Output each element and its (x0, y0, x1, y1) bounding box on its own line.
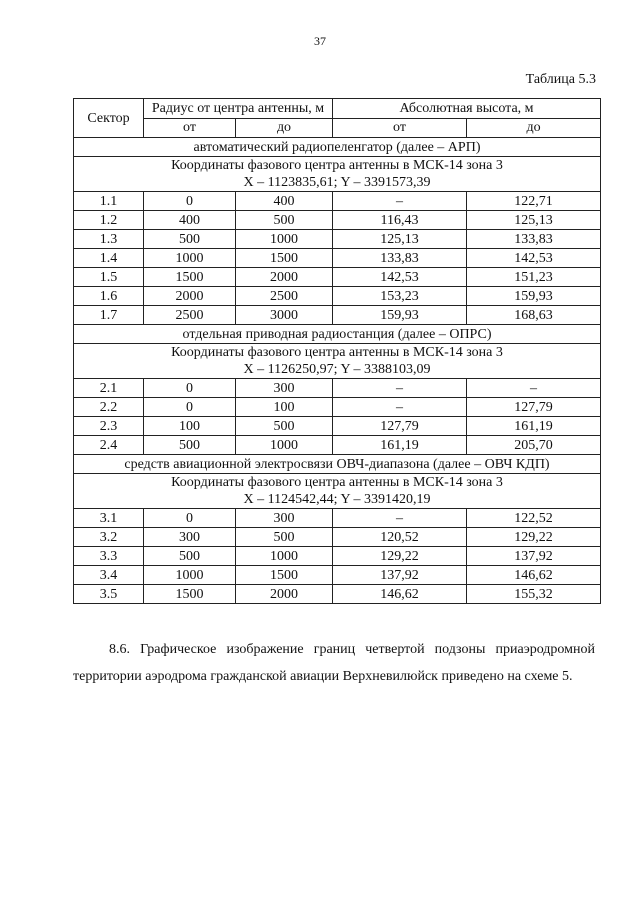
cell-height-from: 153,23 (333, 287, 467, 306)
cell-radius-from: 2000 (144, 287, 236, 306)
group-title-row (74, 325, 601, 344)
cell-radius-to: 300 (236, 379, 333, 398)
cell-sector: 3.2 (74, 528, 144, 547)
header-height: Абсолютная высота, м (333, 99, 601, 119)
cell-radius-from: 1500 (144, 268, 236, 287)
cell-radius-from: 0 (144, 192, 236, 211)
cell-sector: 1.7 (74, 306, 144, 325)
cell-radius-from: 500 (144, 230, 236, 249)
cell-height-to: 122,71 (467, 192, 601, 211)
table-row (74, 398, 601, 417)
cell-sector: 1.4 (74, 249, 144, 268)
cell-sector: 2.4 (74, 436, 144, 455)
cell-height-from: 146,62 (333, 585, 467, 604)
table-body (74, 138, 601, 604)
cell-sector: 3.4 (74, 566, 144, 585)
table-row (74, 230, 601, 249)
cell-sector: 3.1 (74, 509, 144, 528)
cell-height-to: 142,53 (467, 249, 601, 268)
group-title: средств авиационной электросвязи ОВЧ-диапазона (далее – ОВЧ КДП) (74, 455, 601, 474)
group-title-row (74, 455, 601, 474)
coordinates-caption: Координаты фазового центра антенны в МСК-14 зона 3 (171, 158, 503, 173)
cell-radius-from: 1000 (144, 566, 236, 585)
coordinates-caption: Координаты фазового центра антенны в МСК-14 зона 3 (171, 345, 503, 360)
cell-radius-to: 300 (236, 509, 333, 528)
cell-height-to: 168,63 (467, 306, 601, 325)
cell-sector: 2.2 (74, 398, 144, 417)
table-row (74, 509, 601, 528)
cell-radius-to: 500 (236, 528, 333, 547)
table-row (74, 306, 601, 325)
cell-radius-from: 0 (144, 398, 236, 417)
cell-height-to: 151,23 (467, 268, 601, 287)
cell-height-to: 205,70 (467, 436, 601, 455)
cell-radius-to: 100 (236, 398, 333, 417)
cell-sector: 1.2 (74, 211, 144, 230)
group-coordinates (74, 344, 601, 379)
cell-radius-to: 1500 (236, 566, 333, 585)
cell-height-to: 146,62 (467, 566, 601, 585)
group-coordinates (74, 474, 601, 509)
cell-height-to: 125,13 (467, 211, 601, 230)
cell-height-from: 129,22 (333, 547, 467, 566)
cell-height-to: 137,92 (467, 547, 601, 566)
table-row (74, 268, 601, 287)
cell-height-from: 133,83 (333, 249, 467, 268)
body-paragraph: 8.6. Графическое изображение границ четвертой подзоны приаэродромной территории аэродрома гражданской авиации Верхневилюйск приведено на схеме 5. (73, 642, 595, 684)
cell-radius-from: 1000 (144, 249, 236, 268)
table-caption: Таблица 5.3 (525, 72, 596, 87)
cell-radius-from: 300 (144, 528, 236, 547)
sector-height-table (73, 98, 601, 604)
group-title-row (74, 138, 601, 157)
group-coordinates-row (74, 474, 601, 509)
group-coordinates (74, 157, 601, 192)
cell-height-from: 120,52 (333, 528, 467, 547)
table-row (74, 211, 601, 230)
header-sector: Сектор (74, 99, 144, 138)
cell-sector: 2.3 (74, 417, 144, 436)
cell-radius-from: 2500 (144, 306, 236, 325)
coordinates-values: X – 1123835,61; Y – 3391573,39 (243, 175, 431, 190)
table-row (74, 528, 601, 547)
table-row (74, 585, 601, 604)
header-height-to: до (467, 118, 601, 138)
cell-height-from: 161,19 (333, 436, 467, 455)
cell-height-to: 133,83 (467, 230, 601, 249)
table-row (74, 566, 601, 585)
cell-height-from: 127,79 (333, 417, 467, 436)
cell-height-to: – (467, 379, 601, 398)
coordinates-values: X – 1124542,44; Y – 3391420,19 (243, 492, 431, 507)
cell-radius-to: 2500 (236, 287, 333, 306)
table-row (74, 249, 601, 268)
cell-radius-to: 2000 (236, 585, 333, 604)
coordinates-values: X – 1126250,97; Y – 3388103,09 (243, 362, 431, 377)
cell-radius-to: 1500 (236, 249, 333, 268)
cell-radius-from: 500 (144, 436, 236, 455)
header-radius-to: до (236, 118, 333, 138)
cell-height-to: 159,93 (467, 287, 601, 306)
cell-height-from: 142,53 (333, 268, 467, 287)
cell-sector: 1.3 (74, 230, 144, 249)
page-number: 37 (314, 34, 326, 48)
table-row (74, 547, 601, 566)
cell-sector: 1.1 (74, 192, 144, 211)
cell-height-to: 129,22 (467, 528, 601, 547)
cell-sector: 1.6 (74, 287, 144, 306)
cell-radius-to: 1000 (236, 547, 333, 566)
cell-radius-to: 500 (236, 417, 333, 436)
cell-radius-to: 1000 (236, 436, 333, 455)
cell-height-to: 161,19 (467, 417, 601, 436)
cell-height-from: 137,92 (333, 566, 467, 585)
cell-height-from: – (333, 509, 467, 528)
header-radius-from: от (144, 118, 236, 138)
cell-height-from: 159,93 (333, 306, 467, 325)
cell-sector: 3.5 (74, 585, 144, 604)
cell-radius-to: 500 (236, 211, 333, 230)
cell-height-to: 122,52 (467, 509, 601, 528)
table-row (74, 192, 601, 211)
cell-sector: 3.3 (74, 547, 144, 566)
cell-height-from: – (333, 379, 467, 398)
table-row (74, 287, 601, 306)
table-row (74, 379, 601, 398)
cell-sector: 1.5 (74, 268, 144, 287)
table-row (74, 417, 601, 436)
table-row (74, 436, 601, 455)
cell-radius-from: 400 (144, 211, 236, 230)
cell-radius-from: 0 (144, 379, 236, 398)
cell-radius-to: 400 (236, 192, 333, 211)
cell-radius-from: 0 (144, 509, 236, 528)
cell-radius-from: 500 (144, 547, 236, 566)
group-coordinates-row (74, 344, 601, 379)
cell-height-to: 127,79 (467, 398, 601, 417)
coordinates-caption: Координаты фазового центра антенны в МСК-14 зона 3 (171, 475, 503, 490)
group-title: автоматический радиопеленгатор (далее – АРП) (74, 138, 601, 157)
cell-radius-to: 3000 (236, 306, 333, 325)
group-title: отдельная приводная радиостанция (далее – ОПРС) (74, 325, 601, 344)
cell-height-to: 155,32 (467, 585, 601, 604)
cell-radius-to: 2000 (236, 268, 333, 287)
cell-sector: 2.1 (74, 379, 144, 398)
cell-radius-from: 1500 (144, 585, 236, 604)
header-radius: Радиус от центра антенны, м (144, 99, 333, 119)
group-coordinates-row (74, 157, 601, 192)
cell-radius-from: 100 (144, 417, 236, 436)
cell-radius-to: 1000 (236, 230, 333, 249)
cell-height-from: – (333, 192, 467, 211)
header-height-from: от (333, 118, 467, 138)
cell-height-from: 116,43 (333, 211, 467, 230)
cell-height-from: 125,13 (333, 230, 467, 249)
cell-height-from: – (333, 398, 467, 417)
